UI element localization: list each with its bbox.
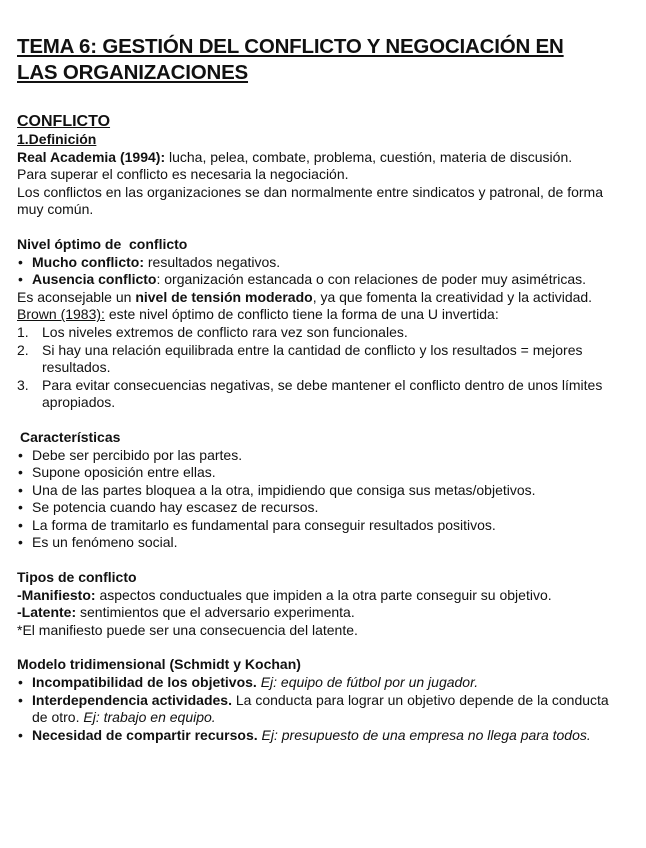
list-item: • Una de las partes bloquea a la otra, impidiendo que consiga sus metas/objetivos. (17, 482, 628, 500)
list-item-bold: Interdependencia actividades. (32, 691, 232, 708)
heading-nivel-optimo: Nivel óptimo de conflicto (17, 235, 188, 252)
item-number: 3. (17, 376, 29, 393)
list-item-bold: Necesidad de compartir recursos. (32, 726, 258, 743)
para-brown (17, 306, 628, 324)
list-item-example: Ej: trabajo en equipo. (83, 709, 216, 726)
section-heading-conflicto: CONFLICTO (17, 113, 111, 130)
para-superar: Para superar el conflicto es necesaria la negociación. (17, 166, 349, 183)
aconsejable-bold: nivel de tensión moderado (135, 288, 313, 305)
para-organizaciones: Los conflictos en las organizaciones se dan normalmente entre sindicatos y patronal, de forma muy común. (17, 183, 603, 218)
list-item-text: La conducta para lograr un objetivo depende de la conducta de otro. (32, 691, 609, 726)
list-item: • La forma de tramitarlo es fundamental para conseguir resultados positivos. (17, 517, 628, 535)
list-item-text: resultados negativos. (144, 253, 281, 270)
title-line-2: LAS ORGANIZACIONES (17, 61, 249, 84)
list-item (17, 692, 628, 727)
list-item-bold: Mucho conflicto: (32, 253, 144, 270)
subheading-definicion: 1.Definición (17, 131, 97, 147)
latente-text: sentimientos que el adversario experimenta. (76, 604, 355, 621)
title-line-1: TEMA 6: GESTIÓN DEL CONFLICTO Y NEGOCIACIÓN EN (17, 35, 564, 58)
aconsejable-pre: Es aconsejable un (17, 288, 136, 305)
list-item (17, 254, 628, 272)
list-item (17, 727, 628, 745)
rae-label: Real Academia (1994): (17, 148, 166, 165)
tipos-nota: *El manifiesto puede ser una consecuencia del latente. (17, 621, 358, 638)
list-item: • Debe ser percibido por las partes. (17, 447, 628, 465)
brown-reference: Brown (1983): (17, 306, 105, 323)
nivel-optimo-list (17, 254, 628, 289)
numbered-item (17, 324, 628, 342)
list-item: • Se potencia cuando hay escasez de recursos. (17, 499, 628, 517)
numbered-item (17, 342, 628, 377)
para-aconsejable (17, 289, 628, 307)
brown-numbered-list (17, 324, 628, 412)
tipo-latente (17, 604, 628, 622)
item-text: Los niveles extremos de conflicto rara vez son funcionales. (42, 323, 408, 340)
heading-caracteristicas: Características (20, 428, 121, 445)
brown-text: este nivel óptimo de conflicto tiene la forma de una U invertida: (104, 306, 499, 323)
heading-modelo: Modelo tridimensional (Schmidt y Kochan) (17, 656, 301, 673)
list-item-bold: Ausencia conflicto (32, 271, 157, 288)
list-item-text: : organización estancada o con relaciones de poder muy asimétricas. (156, 271, 587, 288)
list-item-example: Ej: presupuesto de una empresa no llega para todos. (261, 726, 591, 743)
numbered-item (17, 377, 628, 412)
item-number: 1. (17, 323, 29, 340)
modelo-list (17, 674, 628, 744)
list-item (17, 271, 628, 289)
item-text: Para evitar consecuencias negativas, se debe mantener el conflicto dentro de unos límites apropiados. (42, 376, 603, 411)
rae-text: lucha, pelea, combate, problema, cuestión, materia de discusión. (165, 148, 573, 165)
manifiesto-label: -Manifiesto: (17, 586, 96, 603)
list-item: • Supone oposición entre ellas. (17, 464, 628, 482)
list-item: • Es un fenómeno social. (17, 534, 628, 552)
aconsejable-post: , ya que fomenta la creatividad y la actividad. (312, 288, 593, 305)
latente-label: -Latente: (17, 604, 77, 621)
item-number: 2. (17, 341, 29, 358)
manifiesto-text: aspectos conductuales que impiden a la otra parte conseguir su objetivo. (95, 586, 552, 603)
list-item-bold: Incompatibilidad de los objetivos. (32, 674, 257, 691)
list-item-example: Ej: equipo de fútbol por un jugador. (260, 674, 479, 691)
document-title (17, 34, 628, 86)
item-text: Si hay una relación equilibrada entre la cantidad de conflicto y los resultados = mejores resultados. (42, 341, 583, 376)
rae-definition (17, 149, 628, 167)
caracteristicas-list (17, 447, 628, 553)
heading-tipos: Tipos de conflicto (17, 569, 137, 586)
tipo-manifiesto (17, 587, 628, 605)
list-item (17, 674, 628, 692)
